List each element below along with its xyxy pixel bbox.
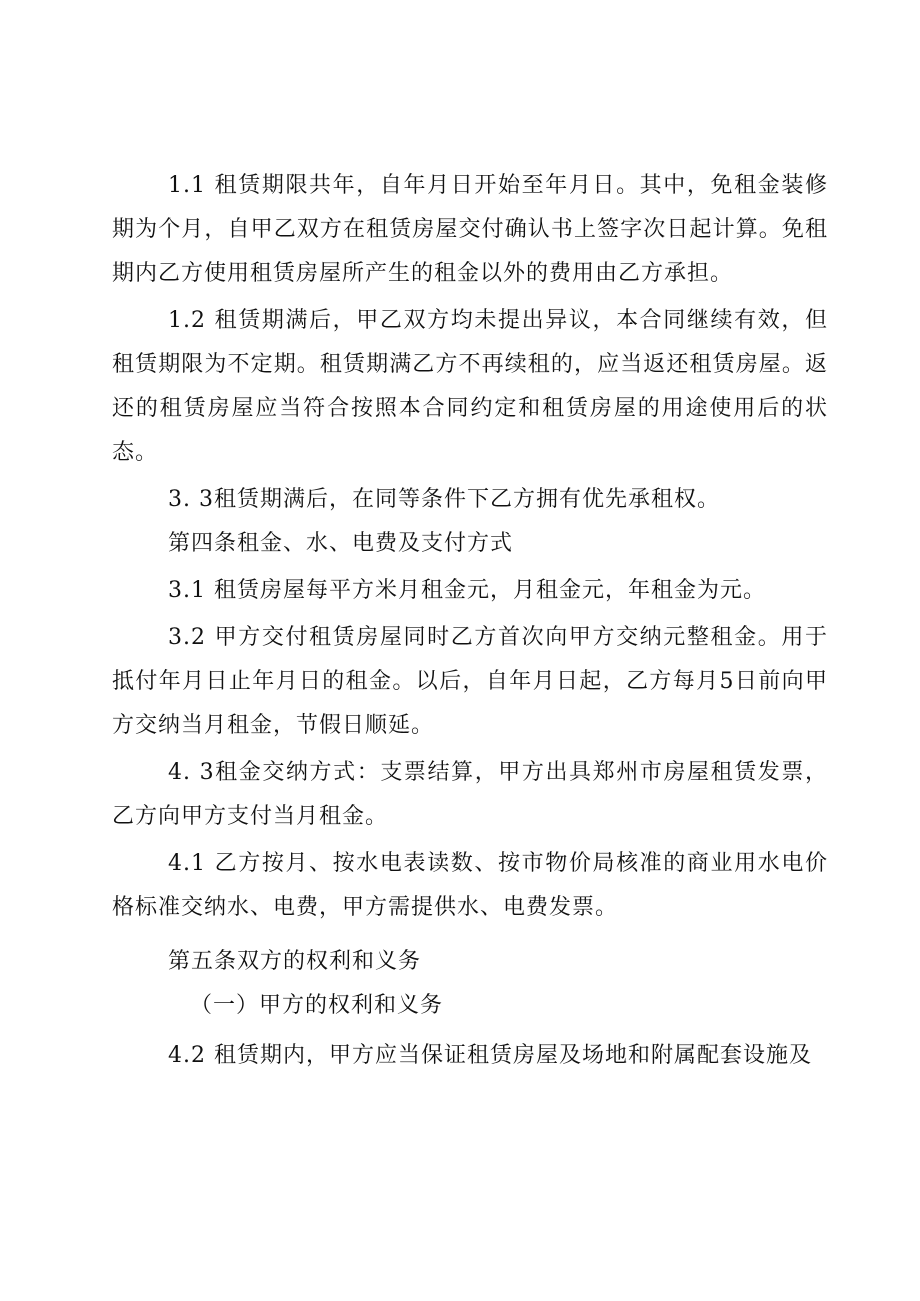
clause-3-3: 3. 3租赁期满后，在同等条件下乙方拥有优先承租权。 bbox=[168, 487, 720, 512]
clause-3-1: 3.1 租赁房屋每平方米月租金元，月租金元，年租金为元。 bbox=[168, 578, 766, 603]
clause-1-1: 1.1 租赁期限共年，自年月日开始至年月日。其中，免租金装修期为个月，自甲乙双方在租赁房屋交付确认书上签字次日起计算。免租期内乙方使用租赁房屋所产生的租金以外的费用由乙方承担。 bbox=[112, 173, 828, 286]
clause-4-2: 4.2 租赁期内，甲方应当保证租赁房屋及场地和附属配套设施及 bbox=[168, 1043, 812, 1068]
document-body bbox=[112, 164, 828, 1078]
section-lessor-heading: （一）甲方的权利和义务 bbox=[190, 993, 444, 1018]
article-5-heading: 第五条双方的权利和义务 bbox=[168, 949, 422, 974]
clause-1-2: 1.2 租赁期满后，甲乙双方均未提出异议，本合同继续有效，但租赁期限为不定期。租赁期满乙方不再续租的，应当返还租赁房屋。返还的租赁房屋应当符合按照本合同约定和租赁房屋的用途使用后的状态。 bbox=[112, 308, 828, 465]
clause-4-1: 4.1 乙方按月、按水电表读数、按市物价局核准的商业用水电价格标准交纳水、电费，甲方需提供水、电费发票。 bbox=[112, 851, 828, 920]
clause-3-2: 3.2 甲方交付租赁房屋同时乙方首次向甲方交纳元整租金。用于抵付年月日止年月日的租金。以后，自年月日起，乙方每月5日前向甲方交纳当月租金，节假日顺延。 bbox=[112, 625, 828, 738]
clause-4-3: 4. 3租金交纳方式：支票结算，甲方出具郑州市房屋租赁发票，乙方向甲方支付当月租金。 bbox=[112, 760, 828, 829]
article-4-heading: 第四条租金、水、电费及支付方式 bbox=[168, 531, 514, 556]
